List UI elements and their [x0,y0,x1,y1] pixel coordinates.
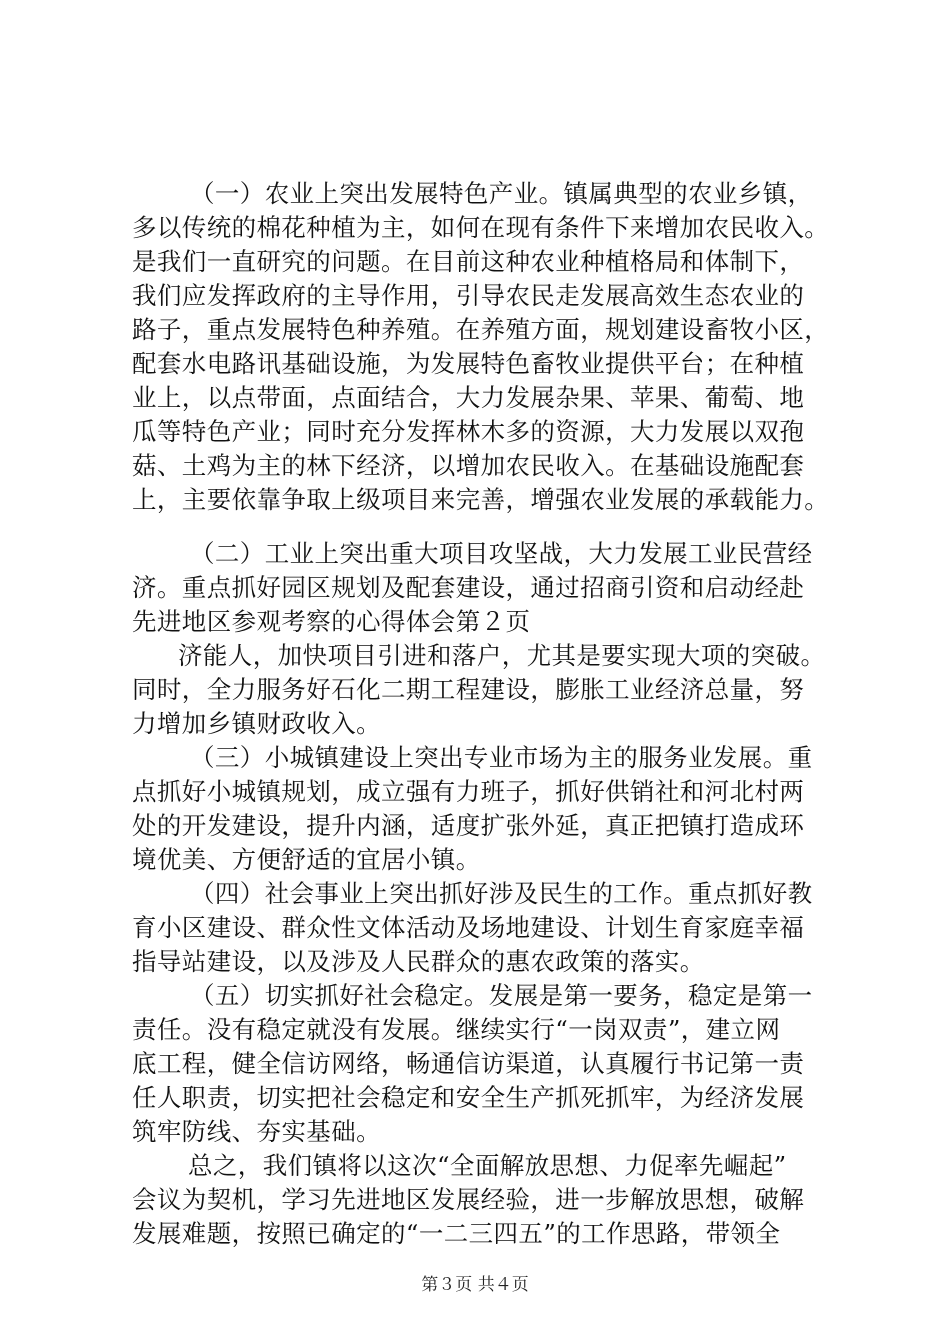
paragraph-line: 上，主要依靠争取上级项目来完善，增强农业发展的承载能力。 [132,485,830,514]
paragraph-line: 底工程，健全信访网络，畅通信访渠道，认真履行书记第一责 [132,1049,805,1078]
paragraph-line: 同时，全力服务好石化二期工程建设，膨胀工业经济总量，努 [132,675,805,704]
paragraph-line: 责任。没有稳定就没有发展。继续实行“一岗双责”，建立网 [132,1015,781,1044]
paragraph-line: 力增加乡镇财政收入。 [132,709,381,738]
paragraph-line: 路子，重点发展特色种养殖。在养殖方面，规划建设畜牧小区， [132,315,830,344]
paragraph-line: 筑牢防线、夯实基础。 [132,1117,381,1146]
paragraph-line: 点抓好小城镇规划，成立强有力班子，抓好供销社和河北村两 [132,777,805,806]
paragraph-line: 育小区建设、群众性文体活动及场地建设、计划生育家庭幸福 [132,913,805,942]
paragraph-line: 多以传统的棉花种植为主，如何在现有条件下来增加农民收入。 [132,213,830,242]
paragraph-line: 是我们一直研究的问题。在目前这种农业种植格局和体制下， [132,247,805,276]
paragraph-line: 先进地区参观考察的心得体会第２页 [132,607,531,636]
paragraph-line: （一）农业上突出发展特色产业。镇属典型的农业乡镇， [190,179,813,208]
paragraph-line: （五）切实抓好社会稳定。发展是第一要务，稳定是第一 [190,981,813,1010]
paragraph-line: 会议为契机，学习先进地区发展经验，进一步解放思想，破解 [132,1185,805,1214]
paragraph-line: 任人职责，切实把社会稳定和安全生产抓死抓牢，为经济发展 [132,1083,805,1112]
paragraph-line: 处的开发建设，提升内涵，适度扩张外延，真正把镇打造成环 [132,811,805,840]
paragraph-line: 菇、土鸡为主的林下经济，以增加农民收入。在基础设施配套 [132,451,805,480]
paragraph-line: （二）工业上突出重大项目攻坚战，大力发展工业民营经 [190,539,813,568]
paragraph-line: 瓜等特色产业；同时充分发挥林木多的资源，大力发展以双孢 [132,417,805,446]
paragraph-line: （四）社会事业上突出抓好涉及民生的工作。重点抓好教 [190,879,813,908]
paragraph-line: 济。重点抓好园区规划及配套建设，通过招商引资和启动经赴 [132,573,805,602]
paragraph-line: 总之，我们镇将以这次“全面解放思想、力促率先崛起” [188,1151,787,1180]
paragraph-line: 我们应发挥政府的主导作用，引导农民走发展高效生态农业的 [132,281,805,310]
paragraph-line: 济能人，加快项目引进和落户，尤其是要实现大项的突破。 [178,641,826,670]
paragraph-line: （三）小城镇建设上突出专业市场为主的服务业发展。重 [190,743,813,772]
paragraph-line: 境优美、方便舒适的宜居小镇。 [132,845,481,874]
paragraph-line: 指导站建设，以及涉及人民群众的惠农政策的落实。 [132,947,705,976]
paragraph-line: 配套水电路讯基础设施，为发展特色畜牧业提供平台；在种植 [132,349,805,378]
page-number-footer: 第３页 共４页 [421,1275,529,1295]
paragraph-line: 发展难题，按照已确定的“一二三四五”的工作思路，带领全 [132,1219,781,1248]
paragraph-line: 业上，以点带面，点面结合，大力发展杂果、苹果、葡萄、地 [132,383,805,412]
